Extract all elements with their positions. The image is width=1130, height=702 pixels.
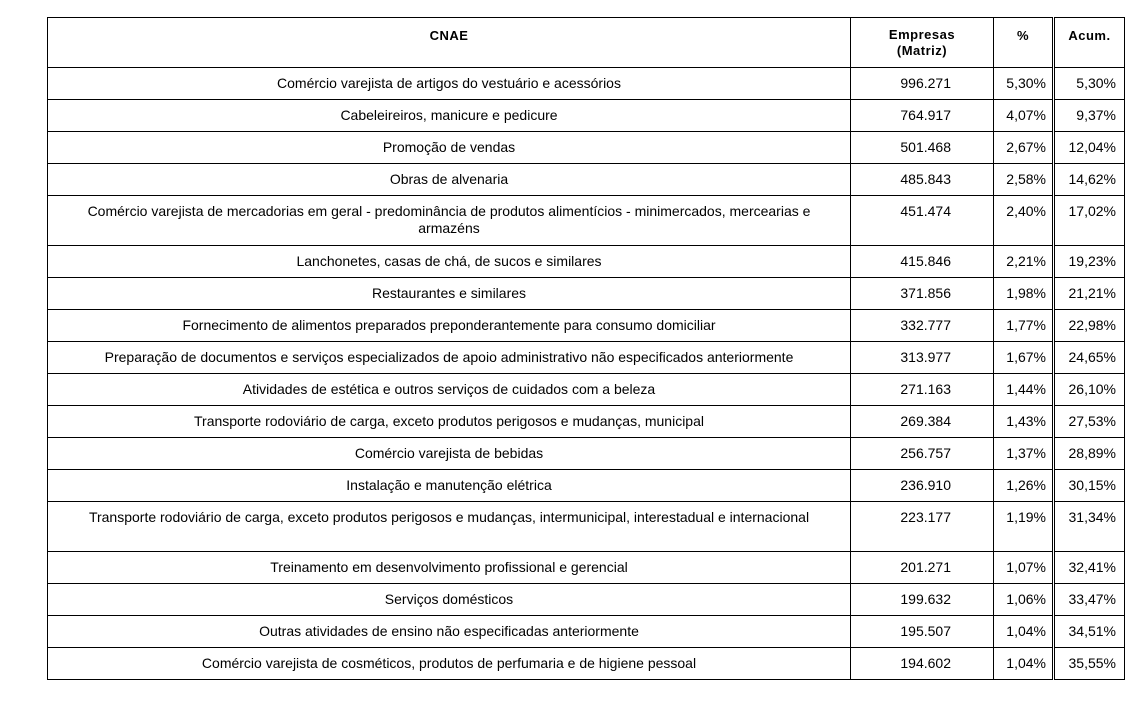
cell-empresas: 271.163: [851, 374, 994, 406]
cell-empresas: 269.384: [851, 406, 994, 438]
header-acum: Acum.: [1054, 18, 1125, 68]
table-body: [48, 68, 1125, 680]
cell-pct: 1,04%: [994, 648, 1054, 680]
cell-cnae: Comércio varejista de bebidas: [48, 438, 851, 470]
cell-pct: 5,30%: [994, 68, 1054, 100]
cell-cnae: Obras de alvenaria: [48, 164, 851, 196]
cell-acum: 22,98%: [1054, 310, 1125, 342]
cell-cnae: Cabeleireiros, manicure e pedicure: [48, 100, 851, 132]
cell-empresas: 996.271: [851, 68, 994, 100]
cell-acum: 32,41%: [1054, 552, 1125, 584]
cell-empresas: 256.757: [851, 438, 994, 470]
cell-pct: 1,43%: [994, 406, 1054, 438]
cnae-table-container: [47, 17, 1125, 680]
cell-cnae: Instalação e manutenção elétrica: [48, 470, 851, 502]
cnae-table: [47, 17, 1125, 680]
cell-cnae: Restaurantes e similares: [48, 278, 851, 310]
cell-pct: 1,44%: [994, 374, 1054, 406]
cell-pct: 1,19%: [994, 502, 1054, 552]
cell-cnae: Fornecimento de alimentos preparados preponderantemente para consumo domiciliar: [48, 310, 851, 342]
cell-pct: 2,40%: [994, 196, 1054, 246]
cell-pct: 2,21%: [994, 246, 1054, 278]
cell-cnae: Atividades de estética e outros serviços de cuidados com a beleza: [48, 374, 851, 406]
cell-acum: 5,30%: [1054, 68, 1125, 100]
header-pct: %: [994, 18, 1054, 68]
cell-acum: 34,51%: [1054, 616, 1125, 648]
cell-pct: 2,58%: [994, 164, 1054, 196]
cell-pct: 1,07%: [994, 552, 1054, 584]
cell-empresas: 451.474: [851, 196, 994, 246]
cell-empresas: 313.977: [851, 342, 994, 374]
cell-pct: 1,98%: [994, 278, 1054, 310]
table-row: [48, 552, 1125, 584]
table-row: [48, 196, 1125, 246]
cell-acum: 26,10%: [1054, 374, 1125, 406]
cell-empresas: 764.917: [851, 100, 994, 132]
cell-acum: 24,65%: [1054, 342, 1125, 374]
header-empresas-line2: (Matriz): [896, 43, 948, 58]
cell-cnae: Promoção de vendas: [48, 132, 851, 164]
cell-acum: 33,47%: [1054, 584, 1125, 616]
cell-pct: 1,26%: [994, 470, 1054, 502]
cell-pct: 4,07%: [994, 100, 1054, 132]
cell-cnae: Transporte rodoviário de carga, exceto produtos perigosos e mudanças, municipal: [48, 406, 851, 438]
table-row: [48, 374, 1125, 406]
cell-empresas: 371.856: [851, 278, 994, 310]
cell-empresas: 195.507: [851, 616, 994, 648]
cell-cnae: Comércio varejista de mercadorias em geral - predominância de produtos alimentícios - minimercados, mercearias e armazéns: [48, 196, 851, 246]
cell-acum: 21,21%: [1054, 278, 1125, 310]
table-row: [48, 342, 1125, 374]
cell-acum: 14,62%: [1054, 164, 1125, 196]
header-empresas-line1: Empresas: [888, 27, 956, 42]
table-row: [48, 310, 1125, 342]
cell-cnae: Preparação de documentos e serviços especializados de apoio administrativo não especificados anteriormente: [48, 342, 851, 374]
cell-cnae: Treinamento em desenvolvimento profissional e gerencial: [48, 552, 851, 584]
cell-pct: 2,67%: [994, 132, 1054, 164]
table-row: [48, 132, 1125, 164]
cell-acum: 19,23%: [1054, 246, 1125, 278]
cell-acum: 28,89%: [1054, 438, 1125, 470]
cell-pct: 1,37%: [994, 438, 1054, 470]
table-header: [48, 18, 1125, 68]
cell-cnae: Serviços domésticos: [48, 584, 851, 616]
cell-acum: 27,53%: [1054, 406, 1125, 438]
table-row: [48, 164, 1125, 196]
table-row: [48, 502, 1125, 552]
header-row: [48, 18, 1125, 68]
cell-cnae: Comércio varejista de cosméticos, produtos de perfumaria e de higiene pessoal: [48, 648, 851, 680]
cell-acum: 31,34%: [1054, 502, 1125, 552]
cell-empresas: 201.271: [851, 552, 994, 584]
table-row: [48, 278, 1125, 310]
table-row: [48, 246, 1125, 278]
table-row: [48, 584, 1125, 616]
table-row: [48, 406, 1125, 438]
table-row: [48, 470, 1125, 502]
cell-empresas: 485.843: [851, 164, 994, 196]
cell-acum: 30,15%: [1054, 470, 1125, 502]
cell-acum: 35,55%: [1054, 648, 1125, 680]
table-row: [48, 100, 1125, 132]
table-row: [48, 648, 1125, 680]
cell-pct: 1,67%: [994, 342, 1054, 374]
cell-empresas: 332.777: [851, 310, 994, 342]
cell-acum: 12,04%: [1054, 132, 1125, 164]
table-row: [48, 68, 1125, 100]
cell-cnae: Transporte rodoviário de carga, exceto produtos perigosos e mudanças, intermunicipal, interestadual e internacional: [48, 502, 851, 552]
cell-acum: 9,37%: [1054, 100, 1125, 132]
cell-cnae: Comércio varejista de artigos do vestuário e acessórios: [48, 68, 851, 100]
table-row: [48, 616, 1125, 648]
header-empresas: [851, 18, 994, 68]
cell-cnae: Lanchonetes, casas de chá, de sucos e similares: [48, 246, 851, 278]
header-cnae: CNAE: [48, 18, 851, 68]
cell-pct: 1,77%: [994, 310, 1054, 342]
cell-cnae: Outras atividades de ensino não especificadas anteriormente: [48, 616, 851, 648]
cell-empresas: 236.910: [851, 470, 994, 502]
cell-empresas: 501.468: [851, 132, 994, 164]
cell-pct: 1,04%: [994, 616, 1054, 648]
cell-empresas: 415.846: [851, 246, 994, 278]
cell-acum: 17,02%: [1054, 196, 1125, 246]
table-row: [48, 438, 1125, 470]
cell-empresas: 194.602: [851, 648, 994, 680]
cell-pct: 1,06%: [994, 584, 1054, 616]
cell-empresas: 223.177: [851, 502, 994, 552]
cell-empresas: 199.632: [851, 584, 994, 616]
